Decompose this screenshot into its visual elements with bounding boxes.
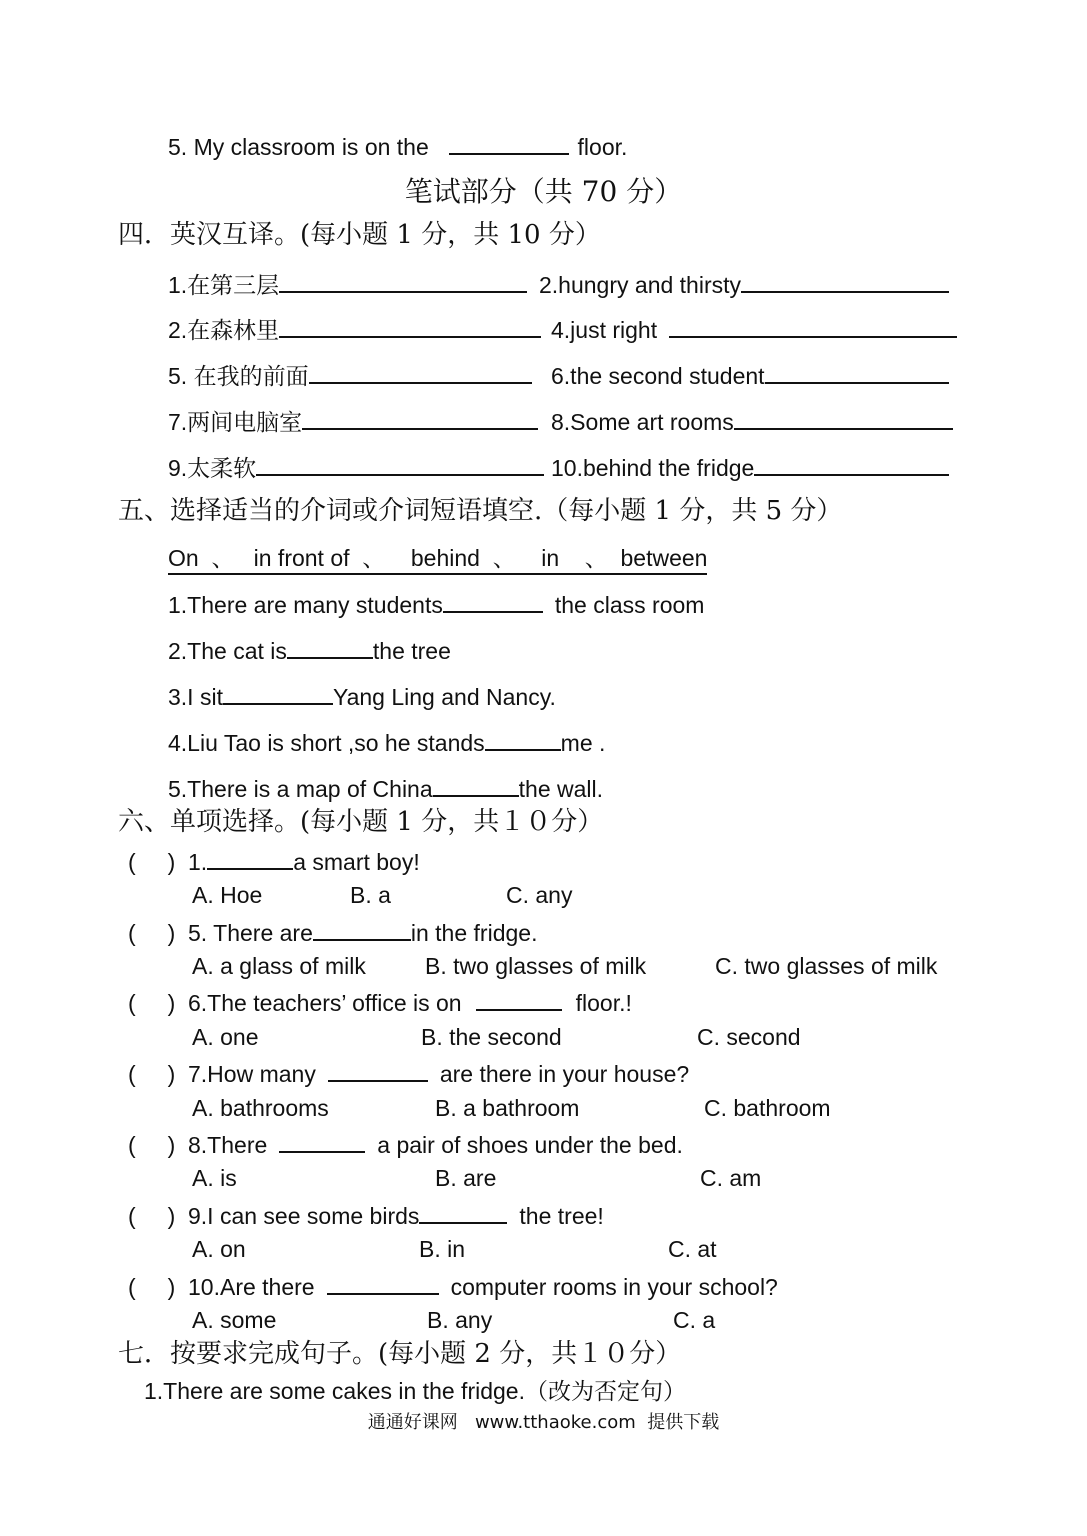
- answer-blank[interactable]: [433, 773, 519, 797]
- preposition-item: [168, 773, 603, 803]
- answer-paren[interactable]: ( ): [128, 849, 176, 875]
- option-b: B. are: [435, 1165, 497, 1191]
- option-c: C. any: [506, 882, 573, 908]
- item-text: 4.just right: [551, 317, 658, 343]
- option-a: A. is: [192, 1165, 237, 1191]
- question-text: 1.: [188, 849, 208, 875]
- answer-paren[interactable]: ( ): [128, 1061, 176, 1087]
- option-b: B. two glasses of milk: [425, 953, 647, 979]
- translation-row: [539, 269, 949, 299]
- translation-row: [551, 406, 953, 436]
- answer-blank[interactable]: [476, 987, 562, 1011]
- item-text: 8.Some art rooms: [551, 409, 734, 435]
- question-top-5: [168, 131, 627, 161]
- answer-blank[interactable]: [256, 452, 544, 476]
- translation-row: [551, 314, 957, 344]
- translation-row: [551, 452, 949, 482]
- option-a: A. a glass of milk: [192, 953, 366, 979]
- item-text: Yang Ling and Nancy.: [332, 684, 556, 710]
- option-c: C. bathroom: [704, 1095, 831, 1121]
- answer-blank[interactable]: [313, 917, 411, 941]
- answer-paren[interactable]: ( ): [128, 920, 176, 946]
- choice-question: [128, 846, 420, 876]
- question-text: floor.!: [575, 990, 632, 1016]
- option-c: C. a: [673, 1307, 716, 1333]
- translation-row: [168, 314, 541, 344]
- choice-question: [128, 1129, 683, 1159]
- answer-blank[interactable]: [279, 269, 527, 293]
- item-text: 2.hungry and thirsty: [539, 272, 742, 298]
- section4-heading: 四．英汉互译。(每小题 1 分，共 10 分）: [118, 220, 601, 250]
- answer-blank[interactable]: [443, 589, 543, 613]
- preposition-item: [168, 589, 704, 619]
- option-a: A. on: [192, 1236, 246, 1262]
- option-a: A. some: [192, 1307, 277, 1333]
- item-text: 4.Liu Tao is short ,so he stands: [168, 730, 485, 756]
- option-b: B. the second: [421, 1024, 562, 1050]
- translation-row: [551, 360, 949, 390]
- answer-blank[interactable]: [328, 1058, 428, 1082]
- answer-blank[interactable]: [287, 635, 373, 659]
- answer-blank[interactable]: [327, 1271, 439, 1295]
- translation-row: [168, 406, 538, 436]
- answer-paren[interactable]: ( ): [128, 1203, 176, 1229]
- item-text: 6.the second student: [551, 363, 765, 389]
- option-a: A. bathrooms: [192, 1095, 329, 1121]
- option-b: B. a: [350, 882, 391, 908]
- footer-source: 通通好课网 www.tthaoke.com 提供下载: [367, 1412, 720, 1433]
- answer-paren[interactable]: ( ): [128, 990, 176, 1016]
- question-text: 10.Are there: [188, 1274, 315, 1300]
- option-c: C. am: [700, 1165, 762, 1191]
- answer-paren[interactable]: ( ): [128, 1132, 176, 1158]
- answer-blank[interactable]: [741, 269, 949, 293]
- option-c: C. second: [697, 1024, 801, 1050]
- choice-question: [128, 987, 632, 1017]
- option-a: A. one: [192, 1024, 259, 1050]
- question-text: the tree!: [519, 1203, 604, 1229]
- answer-blank[interactable]: [485, 727, 561, 751]
- option-c: C. two glasses of milk: [715, 953, 938, 979]
- choice-question: [128, 1200, 604, 1230]
- question-text: 8.There: [188, 1132, 268, 1158]
- item-text: 7.两间电脑室: [168, 409, 303, 435]
- rewrite-item: 1.There are some cakes in the fridge.（改为否定句）: [144, 1378, 686, 1404]
- question-text: floor.: [577, 134, 628, 160]
- word-bank: [168, 544, 707, 572]
- item-text: 5.There is a map of China: [168, 776, 433, 802]
- question-text: a pair of shoes under the bed.: [377, 1132, 683, 1158]
- item-text: the class room: [554, 592, 705, 618]
- option-b: B. any: [427, 1307, 493, 1333]
- option-b: B. in: [419, 1236, 466, 1262]
- option-a: A. Hoe: [192, 882, 263, 908]
- answer-blank[interactable]: [754, 452, 949, 476]
- answer-blank[interactable]: [734, 406, 953, 430]
- question-text: 5. My classroom is on the: [168, 134, 429, 160]
- answer-blank[interactable]: [223, 681, 333, 705]
- choice-question: [128, 917, 537, 947]
- answer-blank[interactable]: [449, 131, 569, 155]
- choice-question: [128, 1271, 778, 1301]
- question-text: 7.How many: [188, 1061, 316, 1087]
- answer-blank[interactable]: [765, 360, 949, 384]
- item-text: the tree: [372, 638, 451, 664]
- item-text: 9.太柔软: [168, 455, 257, 481]
- item-text: 3.I sit: [168, 684, 223, 710]
- answer-blank[interactable]: [669, 314, 957, 338]
- question-text: 9.I can see some birds: [188, 1203, 420, 1229]
- written-section-title: 笔试部分（共 70 分）: [404, 175, 683, 208]
- preposition-item: [168, 635, 451, 665]
- section6-heading: 六、单项选择。(每小题 1 分，共１０分）: [118, 807, 604, 837]
- preposition-item: [168, 681, 556, 711]
- item-text: 2.在森林里: [168, 317, 280, 343]
- item-text: the wall.: [518, 776, 604, 802]
- item-text: 1.在第三层: [168, 272, 280, 298]
- answer-blank[interactable]: [207, 846, 293, 870]
- question-text: 6.The teachers’ office is on: [188, 990, 462, 1016]
- answer-blank[interactable]: [302, 406, 538, 430]
- translation-row: [168, 269, 527, 299]
- item-text: me .: [560, 730, 606, 756]
- item-text: 5. 在我的前面: [168, 363, 309, 389]
- translation-row: [168, 360, 532, 390]
- question-text: computer rooms in your school?: [450, 1274, 778, 1300]
- item-text: 2.The cat is: [168, 638, 287, 664]
- answer-blank[interactable]: [279, 314, 541, 338]
- answer-blank[interactable]: [279, 1129, 365, 1153]
- preposition-item: [168, 727, 605, 757]
- section7-heading: 七．按要求完成句子。(每小题 2 分，共１０分）: [118, 1339, 682, 1369]
- question-text: a smart boy!: [293, 849, 420, 875]
- answer-blank[interactable]: [419, 1200, 507, 1224]
- translation-row: [168, 452, 544, 482]
- answer-paren[interactable]: ( ): [128, 1274, 176, 1300]
- answer-blank[interactable]: [309, 360, 532, 384]
- question-text: 5. There are: [188, 920, 313, 946]
- choice-question: [128, 1058, 689, 1088]
- item-text: 1.There are many students: [168, 592, 443, 618]
- option-c: C. at: [668, 1236, 717, 1262]
- item-text: 10.behind the fridge: [551, 455, 755, 481]
- section5-heading: 五、选择适当的介词或介词短语填空.（每小题 1 分，共 5 分）: [118, 496, 843, 526]
- question-text: in the fridge.: [410, 920, 538, 946]
- question-text: are there in your house?: [439, 1061, 690, 1087]
- word-bank-text: On 、 in front of 、 behind 、 in 、 between: [168, 545, 707, 575]
- option-b: B. a bathroom: [435, 1095, 580, 1121]
